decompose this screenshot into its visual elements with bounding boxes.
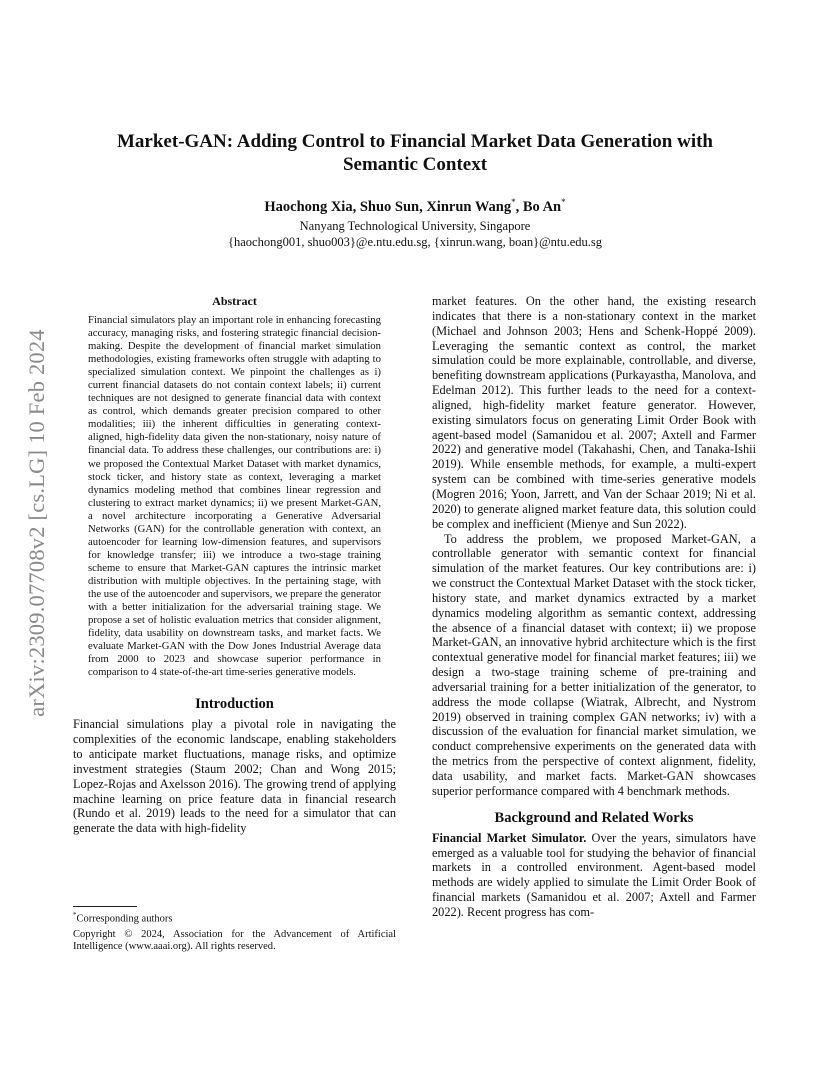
introduction-paragraph-1-continued: market features. On the other hand, the existing research indicates that there is a non-stationary context in the market (Michael and Johnson 2003; Hens and Schenk-Hoppé 2009). Leveraging the semantic context as control, the market simulation could be more explainable, controllable, and diverse, benefiting downstream applications (Purkayastha, Manolova, and Edelman 2012). This further leads to the need for a context-aligned, high-fidelity market feature generator. However, existing simulators focus on generating Limit Order Book with agent-based model (Samanidou et al. 2007; Axtell and Farmer 2022) and generative model (Takahashi, Chen, and Tanaka-Ishii 2019). While ensemble methods, for example, a multi-expert system can be combined with time-series generative models (Mogren 2016; Yoon, Jarrett, and Van der Schaar 2019; Ni et al. 2020) to generate aligned market feature data, this solution could be complex and inefficient (Mienye and Sun 2022). [432,294,756,531]
introduction-paragraph-2: To address the problem, we proposed Market-GAN, a controllable generator with semantic context for financial simulation of the market features. Our key contributions are: i) we construct the Contextual Market Dataset with the stock ticker, history state, and market dynamics extracted by a market dynamics modeling algorithm as semantic context, addressing the absence of a financial dataset with context; ii) we propose Market-GAN, an innovative hybrid architecture which is the first contextual generative model for financial market features; iii) we design a two-stage training scheme of pre-training and adversarial training for a better initialization of the generator, to address the mode collapse (Wiatrak, Albrecht, and Nystrom 2019) observed in training complex GAN networks; iv) with a discussion of the evaluation for financial market simulation, we conduct comprehensive experiments on the generated data with the metrics from the perspective of context alignment, fidelity, data usability, and market facts. Market-GAN showcases superior performance compared with 4 benchmark methods. [432,531,756,798]
author-last-name: , Bo An [515,198,562,215]
author-list [90,193,740,216]
introduction-heading: Introduction [195,696,274,713]
left-column [73,294,396,836]
title-line-1: Market-GAN: Adding Control to Financial Market Data Generation with [117,131,713,152]
affiliation-block [90,218,740,250]
right-column [432,294,756,920]
author-names: Haochong Xia, Shuo Sun, Xinrun Wang [264,198,512,215]
footnote-text: Corresponding authors [76,913,173,925]
arxiv-identifier-stamp [20,288,54,758]
affiliation: Nanyang Technological University, Singapore [299,219,531,233]
background-heading: Background and Related Works [494,809,694,826]
background-paragraph [432,831,756,920]
background-text: Over the years, simulators have emerged as a valuable tool for studying the behavior of financial markets in a controlled environment. Agent-based model methods are widely applied to simulate the Limit Order Book of financial markets (Samanidou et al. 2007; Axtell and Farmer 2022). Recent progress has com- [432,830,756,919]
background-run-in-heading: Financial Market Simulator. [432,830,587,845]
title-line-2: Semantic Context [342,154,488,175]
introduction-paragraph-1: Financial simulations play a pivotal role in navigating the complexities of the economic landscape, enabling stakeholders to anticipate market fluctuations, manage risks, and optimize investment strategies (Staum 2002; Chan and Wong 2015; Lopez-Rojas and Axelsson 2016). The growing trend of applying machine learning on price feature data in financial research (Rundo et al. 2019) leads to the need for a simulator that can generate the data with high-fidelity [73,717,396,836]
author-emails: {haochong001, shuo003}@e.ntu.edu.sg, {xinrun.wang, boan}@ntu.edu.sg [227,235,603,249]
arxiv-identifier-text: arXiv:2309.07708v2 [cs.LG] 10 Feb 2024 [24,329,49,717]
corresponding-mark-2: * [561,197,566,207]
paper-title [90,130,740,176]
copyright-notice: Copyright © 2024, Association for the Advancement of Artificial Intelligence (www.aaai.org). All rights reserved. [73,928,396,952]
corresponding-mark-1: * [511,197,516,207]
abstract-heading: Abstract [212,294,257,308]
footnote-mark: * [73,911,77,919]
abstract-text: Financial simulators play an important role in enhancing forecasting accuracy, managing risks, and fostering strategic financial decision-making. Despite the development of financial market simulation methodologies, existing frameworks often struggle with adapting to specialized simulation context. We pinpoint the challenges as i) current financial datasets do not contain context labels; ii) current techniques are not designed to generate financial data with context as control, which demands greater precision compared to other modalities; iii) the inherent difficulties in generating context-aligned, high-fidelity data given the non-stationary, noisy nature of financial data. To address these challenges, our contributions are: i) we proposed the Contextual Market Dataset with market dynamics, stock ticker, and history state as context, leveraging a market dynamics modeling method that combines linear regression and clustering to extract market dynamics; ii) we present Market-GAN, a novel architecture incorporating a Generative Adversarial Networks (GAN) for the controllable generation with context, an autoencoder for learning low-dimension features, and supervisors for knowledge transfer; iii) we introduce a two-stage training scheme to ensure that Market-GAN captures the intrinsic market distribution with multiple objectives. In the pertaining stage, with the use of the autoencoder and supervisors, we prepare the generator with a better initialization for the adversarial training stage. We propose a set of holistic evaluation metrics that consider alignment, fidelity, data usability on downstream tasks, and market facts. We evaluate Market-GAN with the Dow Jones Industrial Average data from 2000 to 2023 and showcase superior performance in comparison to 4 state-of-the-art time-series generative models. [88,314,381,679]
footnote [73,909,396,926]
footnote-area [73,906,396,954]
footnote-rule [73,906,137,907]
